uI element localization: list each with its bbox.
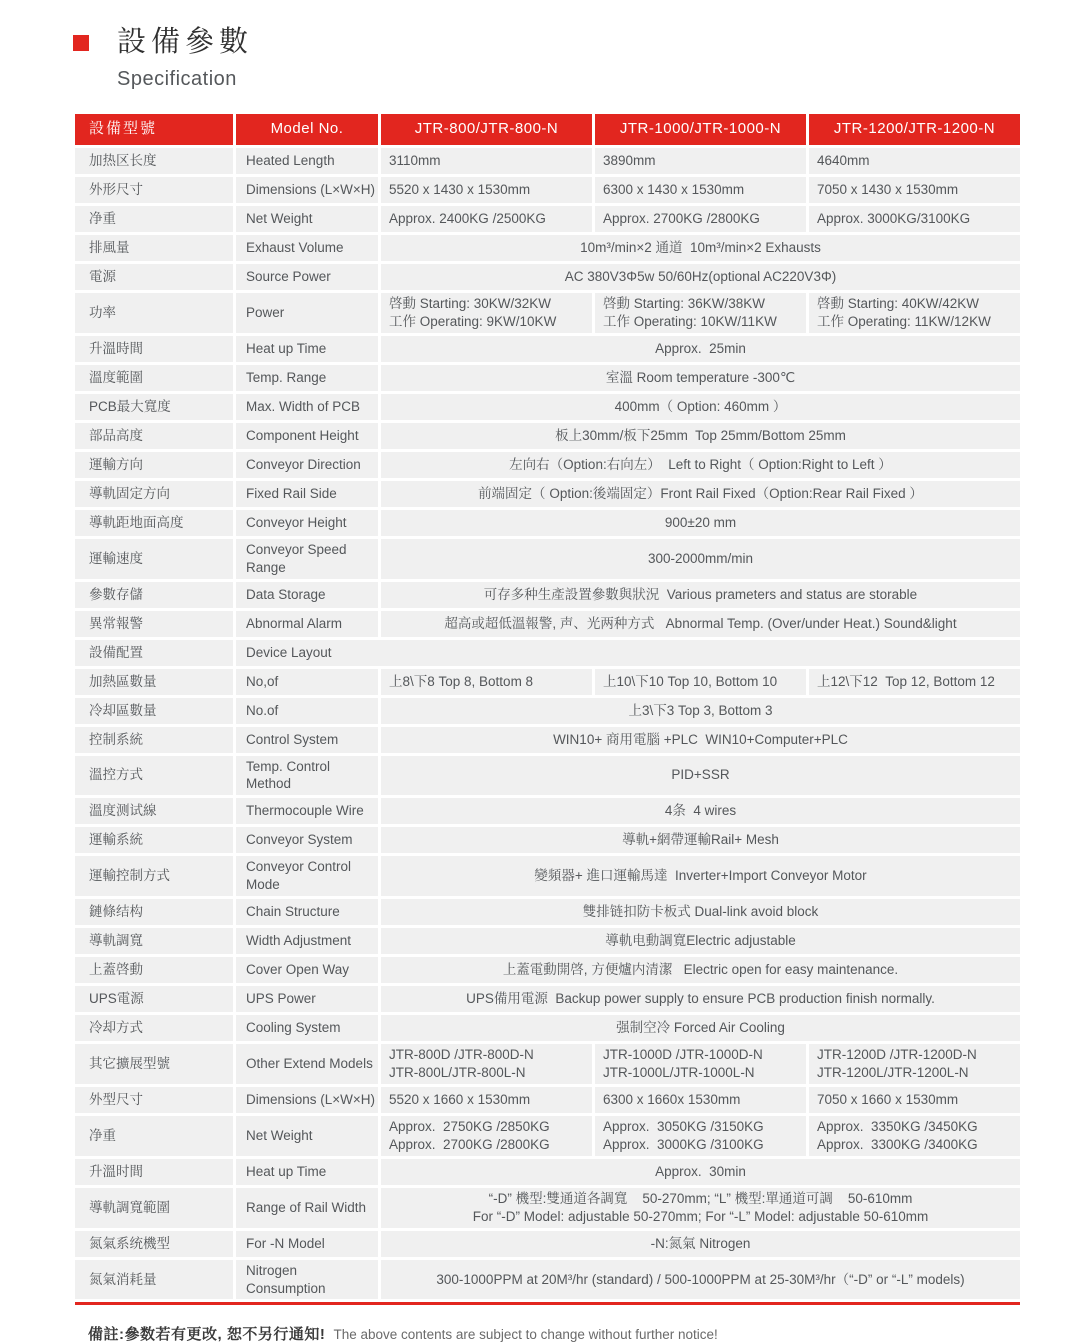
row-label-en: Abnormal Alarm — [236, 611, 378, 637]
value-line: 室溫 Room temperature -300℃ — [605, 369, 796, 385]
value-cell-span — [381, 235, 1020, 261]
value-line: 4640mm — [817, 152, 870, 168]
value-cell-span — [381, 582, 1020, 608]
value-line: 300-1000PPM at 20M³/hr (standard) / 500-1000PPM at 25-30M³/hr（“-D” or “-L” models) — [436, 1271, 965, 1287]
value-cell — [381, 1087, 592, 1113]
table-row — [75, 235, 1020, 261]
row-label-zh: 上蓋啓動 — [75, 957, 233, 983]
row-label-en: Control System — [236, 727, 378, 753]
value-line: JTR-1000L/JTR-1000L-N — [603, 1064, 755, 1080]
value-line: 左向右（Option:右向左） Left to Right（ Option:Right to Left ） — [509, 456, 892, 472]
value-cell-span — [381, 452, 1020, 478]
row-label-zh: 氮氣消耗量 — [75, 1260, 233, 1300]
row-label-zh: 功率 — [75, 293, 233, 333]
value-line: Approx. 2400KG /2500KG — [389, 210, 546, 226]
value-cell-span — [381, 957, 1020, 983]
value-line: 10m³/min×2 通道 10m³/min×2 Exhausts — [580, 239, 821, 255]
value-cell — [809, 669, 1020, 695]
row-label-en: Power — [236, 293, 378, 333]
row-label-en: Fixed Rail Side — [236, 481, 378, 507]
value-line: 工作 Operating: 10KW/11KW — [603, 313, 777, 329]
value-line: Approx. 2700KG /2800KG — [389, 1136, 550, 1152]
row-label-zh: 冷却方式 — [75, 1015, 233, 1041]
row-label-en: Conveyor System — [236, 827, 378, 853]
row-label-en: Source Power — [236, 264, 378, 290]
table-row — [75, 293, 1020, 333]
row-label-zh: 控制系統 — [75, 727, 233, 753]
value-cell — [809, 293, 1020, 333]
row-label-en: Conveyor Direction — [236, 452, 378, 478]
row-label-en: Exhaust Volume — [236, 235, 378, 261]
value-cell-span — [381, 986, 1020, 1012]
value-cell — [809, 1116, 1020, 1156]
table-row — [75, 264, 1020, 290]
value-line: AC 380V3Φ5w 50/60Hz(optional AC220V3Φ) — [564, 268, 837, 284]
row-label-en: Temp. Range — [236, 365, 378, 391]
value-cell — [809, 1087, 1020, 1113]
page-title: 設備參數 — [117, 26, 254, 58]
value-line: 前端固定（ Option:後端固定）Front Rail Fixed（Option:Rear Rail Fixed ） — [478, 485, 923, 501]
header-model-column-2: JTR-1200/JTR-1200-N — [809, 114, 1020, 145]
value-line: 900±20 mm — [664, 514, 737, 530]
value-line: For “-D” Model: adjustable 50-270mm; For “-L” Model: adjustable 50-610mm — [472, 1208, 929, 1224]
value-cell — [381, 177, 592, 203]
value-line: Approx. 3300KG /3400KG — [817, 1136, 978, 1152]
row-label-zh: 導軌調寬範圍 — [75, 1188, 233, 1228]
value-cell-span — [381, 481, 1020, 507]
header-device-model-label: 設備型號 — [75, 114, 233, 145]
table-row — [75, 698, 1020, 724]
row-label-zh: 升溫時間 — [75, 336, 233, 362]
value-line: Approx. 30min — [655, 1163, 746, 1179]
header-model-column-0: JTR-800/JTR-800-N — [381, 114, 592, 145]
table-row — [75, 394, 1020, 420]
value-cell — [595, 1116, 806, 1156]
table-row — [75, 928, 1020, 954]
value-cell — [381, 1044, 592, 1084]
value-line: 超高或超低溫報警, 声、光两种方式 Abnormal Temp. (Over/under Heat.) Sound&light — [444, 615, 957, 631]
value-line: 雙排链扣防卡板式 Dual-link avoid block — [582, 903, 819, 919]
row-label-zh: 導軌調寬 — [75, 928, 233, 954]
value-cell — [381, 669, 592, 695]
value-line: 啓動 Starting: 30KW/32KW — [389, 296, 552, 312]
header-model-no-label: Model No. — [236, 114, 378, 145]
row-label-zh: 冷却區數量 — [75, 698, 233, 724]
value-line: 7050 x 1660 x 1530mm — [817, 1091, 959, 1107]
table-row — [75, 611, 1020, 637]
row-label-zh: 溫度範圍 — [75, 365, 233, 391]
value-line: 啓動 Starting: 36KW/38KW — [603, 296, 766, 312]
value-cell — [381, 1116, 592, 1156]
value-line: JTR-800L/JTR-800L-N — [389, 1064, 526, 1080]
value-line: 啓動 Starting: 40KW/42KW — [817, 296, 980, 312]
value-line: 上12\下12 Top 12, Bottom 12 — [817, 673, 995, 689]
table-row — [75, 481, 1020, 507]
table-row — [75, 510, 1020, 536]
table-row — [75, 582, 1020, 608]
row-label-en: No,of — [236, 669, 378, 695]
value-cell-span — [381, 798, 1020, 824]
row-label-en: Other Extend Models — [236, 1044, 378, 1084]
title-block — [73, 0, 1080, 91]
value-cell — [595, 1087, 806, 1113]
value-line: 可存多种生產設置參數與狀況 Various prameters and status are storable — [483, 586, 918, 602]
table-row — [75, 148, 1020, 174]
value-cell-span — [381, 611, 1020, 637]
row-label-zh: 部品高度 — [75, 423, 233, 449]
row-label-zh: 氮氣系统機型 — [75, 1231, 233, 1257]
table-row — [75, 1188, 1020, 1228]
row-label-en: For -N Model — [236, 1231, 378, 1257]
row-label-zh: 溫控方式 — [75, 756, 233, 796]
row-label-en: Heat up Time — [236, 336, 378, 362]
value-cell-span — [381, 264, 1020, 290]
value-cell — [809, 177, 1020, 203]
table-bottom-rule — [75, 1302, 1020, 1305]
table-row — [75, 1116, 1020, 1156]
row-label-en: Net Weight — [236, 206, 378, 232]
footnote-zh: 備註:參数若有更改, 恕不另行通知! — [88, 1326, 326, 1344]
row-label-zh: 電源 — [75, 264, 233, 290]
value-cell-span — [381, 698, 1020, 724]
table-row — [75, 640, 1020, 666]
value-cell-span — [381, 1231, 1020, 1257]
row-label-en: No.of — [236, 698, 378, 724]
row-label-zh: 外形尺寸 — [75, 177, 233, 203]
value-cell — [809, 148, 1020, 174]
value-line: 6300 x 1660x 1530mm — [603, 1091, 741, 1107]
value-cell-span — [381, 928, 1020, 954]
value-cell — [809, 206, 1020, 232]
value-line: Approx. 2750KG /2850KG — [389, 1118, 550, 1134]
value-line: JTR-1200D /JTR-1200D-N — [817, 1046, 977, 1062]
table-row — [75, 856, 1020, 896]
value-line: 3890mm — [603, 152, 656, 168]
table-row — [75, 1015, 1020, 1041]
row-label-zh: 鏈條结构 — [75, 899, 233, 925]
table-row — [75, 1044, 1020, 1084]
row-label-zh: 異常報警 — [75, 611, 233, 637]
table-row — [75, 1260, 1020, 1300]
value-cell — [381, 148, 592, 174]
row-label-en: Cover Open Way — [236, 957, 378, 983]
value-line: 6300 x 1430 x 1530mm — [603, 181, 745, 197]
table-row — [75, 798, 1020, 824]
value-cell — [809, 1044, 1020, 1084]
row-label-en: Component Height — [236, 423, 378, 449]
table-row — [75, 336, 1020, 362]
value-line: UPS備用電源 Backup power supply to ensure PCB production finish normally. — [466, 990, 935, 1006]
table-row — [75, 1231, 1020, 1257]
value-cell — [595, 1044, 806, 1084]
row-label-zh: 升溫时間 — [75, 1159, 233, 1185]
value-line: 導軌+網帶運輸Rail+ Mesh — [622, 832, 779, 848]
row-label-en: Device Layout — [236, 640, 1020, 666]
value-line: Approx. 3350KG /3450KG — [817, 1118, 978, 1134]
row-label-en: Nitrogen Consumption — [236, 1260, 378, 1300]
value-cell — [595, 206, 806, 232]
row-label-zh: 設備配置 — [75, 640, 233, 666]
value-line: JTR-1200L/JTR-1200L-N — [817, 1064, 969, 1080]
value-line: JTR-800D /JTR-800D-N — [389, 1046, 534, 1062]
value-cell — [595, 293, 806, 333]
row-label-zh: 外型尺寸 — [75, 1087, 233, 1113]
table-row — [75, 206, 1020, 232]
value-cell-span — [381, 336, 1020, 362]
table-row — [75, 986, 1020, 1012]
row-label-zh: 運輸速度 — [75, 539, 233, 579]
value-cell-span — [381, 365, 1020, 391]
value-line: 工作 Operating: 11KW/12KW — [817, 313, 991, 329]
row-label-zh: 其它擴展型號 — [75, 1044, 233, 1084]
value-cell — [595, 177, 806, 203]
value-line: 導軌电動調寬Electric adjustable — [605, 932, 796, 948]
value-cell-span — [381, 394, 1020, 420]
value-line: 300-2000mm/min — [647, 550, 754, 566]
value-line: “-D” 機型:雙通道各調寬 50-270mm; “L” 機型:單通道可調 50-610mm — [488, 1190, 913, 1206]
value-cell-span — [381, 1260, 1020, 1300]
row-label-en: Cooling System — [236, 1015, 378, 1041]
row-label-en: Heated Length — [236, 148, 378, 174]
value-line: 3110mm — [389, 152, 441, 168]
row-label-zh: 净重 — [75, 1116, 233, 1156]
red-square-bullet-icon — [73, 35, 89, 51]
value-line: Approx. 25min — [655, 340, 746, 356]
value-cell-span — [381, 510, 1020, 536]
row-label-zh: 運輸控制方式 — [75, 856, 233, 896]
value-cell-span — [381, 727, 1020, 753]
value-line: 板上30mm/板下25mm Top 25mm/Bottom 25mm — [555, 427, 846, 443]
row-label-zh: 導軌距地面高度 — [75, 510, 233, 536]
row-label-en: Net Weight — [236, 1116, 378, 1156]
row-label-en: Conveyor Control Mode — [236, 856, 378, 896]
row-label-zh: 運輸系統 — [75, 827, 233, 853]
value-line: -N:氮氣 Nitrogen — [650, 1235, 751, 1251]
value-line: 5520 x 1430 x 1530mm — [389, 181, 531, 197]
value-line: 7050 x 1430 x 1530mm — [817, 181, 959, 197]
row-label-en: Data Storage — [236, 582, 378, 608]
value-line: 工作 Operating: 9KW/10KW — [389, 313, 557, 329]
row-label-zh: 加热区长度 — [75, 148, 233, 174]
row-label-zh: 參數存儲 — [75, 582, 233, 608]
page-subtitle: Specification — [117, 67, 237, 90]
value-line: 上3\下3 Top 3, Bottom 3 — [628, 702, 773, 718]
row-label-zh: PCB最大寬度 — [75, 394, 233, 420]
table-row — [75, 756, 1020, 796]
value-line: 5520 x 1660 x 1530mm — [389, 1091, 531, 1107]
table-row — [75, 1087, 1020, 1113]
value-line: 上8\下8 Top 8, Bottom 8 — [389, 673, 534, 689]
table-header-row — [75, 114, 1020, 145]
value-cell-span — [381, 827, 1020, 853]
value-line: Approx. 3000KG/3100KG — [817, 210, 971, 226]
value-cell — [595, 669, 806, 695]
table-row — [75, 827, 1020, 853]
value-line: 4条 4 wires — [664, 803, 737, 819]
value-cell-span — [381, 756, 1020, 796]
row-label-zh: 導軌固定方向 — [75, 481, 233, 507]
row-label-en: Max. Width of PCB — [236, 394, 378, 420]
row-label-en: Temp. Control Method — [236, 756, 378, 796]
value-line: Approx. 3050KG /3150KG — [603, 1118, 764, 1134]
value-line: JTR-1000D /JTR-1000D-N — [603, 1046, 763, 1062]
value-line: 400mm（ Option: 460mm ） — [614, 398, 787, 414]
row-label-en: Conveyor Speed Range — [236, 539, 378, 579]
row-label-en: Width Adjustment — [236, 928, 378, 954]
value-cell — [595, 148, 806, 174]
value-line: 强制空冷 Forced Air Cooling — [616, 1019, 785, 1035]
value-line: 變頻器+ 進口運輸馬達 Inverter+Import Conveyor Motor — [534, 868, 867, 884]
value-cell-span — [381, 423, 1020, 449]
row-label-en: UPS Power — [236, 986, 378, 1012]
table-row — [75, 365, 1020, 391]
table-row — [75, 899, 1020, 925]
value-line: Approx. 3000KG /3100KG — [603, 1136, 764, 1152]
table-row — [75, 1159, 1020, 1185]
row-label-en: Heat up Time — [236, 1159, 378, 1185]
value-line: WIN10+ 商用電腦 +PLC WIN10+Computer+PLC — [553, 731, 848, 747]
row-label-zh: 溫度测试線 — [75, 798, 233, 824]
row-label-en: Range of Rail Width — [236, 1188, 378, 1228]
value-cell-span — [381, 899, 1020, 925]
value-cell-span — [381, 1188, 1020, 1228]
value-cell — [381, 206, 592, 232]
value-cell-span — [381, 539, 1020, 579]
value-cell-span — [381, 1159, 1020, 1185]
table-row — [75, 727, 1020, 753]
value-cell-span — [381, 1015, 1020, 1041]
row-label-en: Chain Structure — [236, 899, 378, 925]
header-model-column-1: JTR-1000/JTR-1000-N — [595, 114, 806, 145]
table-row — [75, 539, 1020, 579]
value-line: 上蓋電動開啓, 方便爐内清潔 Electric open for easy maintenance. — [502, 961, 899, 977]
footnote — [88, 1323, 1080, 1344]
value-cell — [381, 293, 592, 333]
table-row — [75, 669, 1020, 695]
row-label-en: Thermocouple Wire — [236, 798, 378, 824]
value-line: PID+SSR — [671, 767, 730, 783]
row-label-en: Dimensions (L×W×H) — [236, 177, 378, 203]
table-row — [75, 423, 1020, 449]
row-label-en: Conveyor Height — [236, 510, 378, 536]
table-row — [75, 452, 1020, 478]
footnote-en: The above contents are subject to change without further notice! — [333, 1327, 718, 1343]
row-label-zh: 加熱區數量 — [75, 669, 233, 695]
row-label-zh: 排風量 — [75, 235, 233, 261]
row-label-zh: 净重 — [75, 206, 233, 232]
row-label-zh: 運輸方向 — [75, 452, 233, 478]
value-line: Approx. 2700KG /2800KG — [603, 210, 760, 226]
specification-table — [75, 114, 1020, 1300]
row-label-zh: UPS電源 — [75, 986, 233, 1012]
row-label-en: Dimensions (L×W×H) — [236, 1087, 378, 1113]
value-cell-span — [381, 856, 1020, 896]
table-row — [75, 177, 1020, 203]
table-row — [75, 957, 1020, 983]
value-line: 上10\下10 Top 10, Bottom 10 — [603, 673, 778, 689]
